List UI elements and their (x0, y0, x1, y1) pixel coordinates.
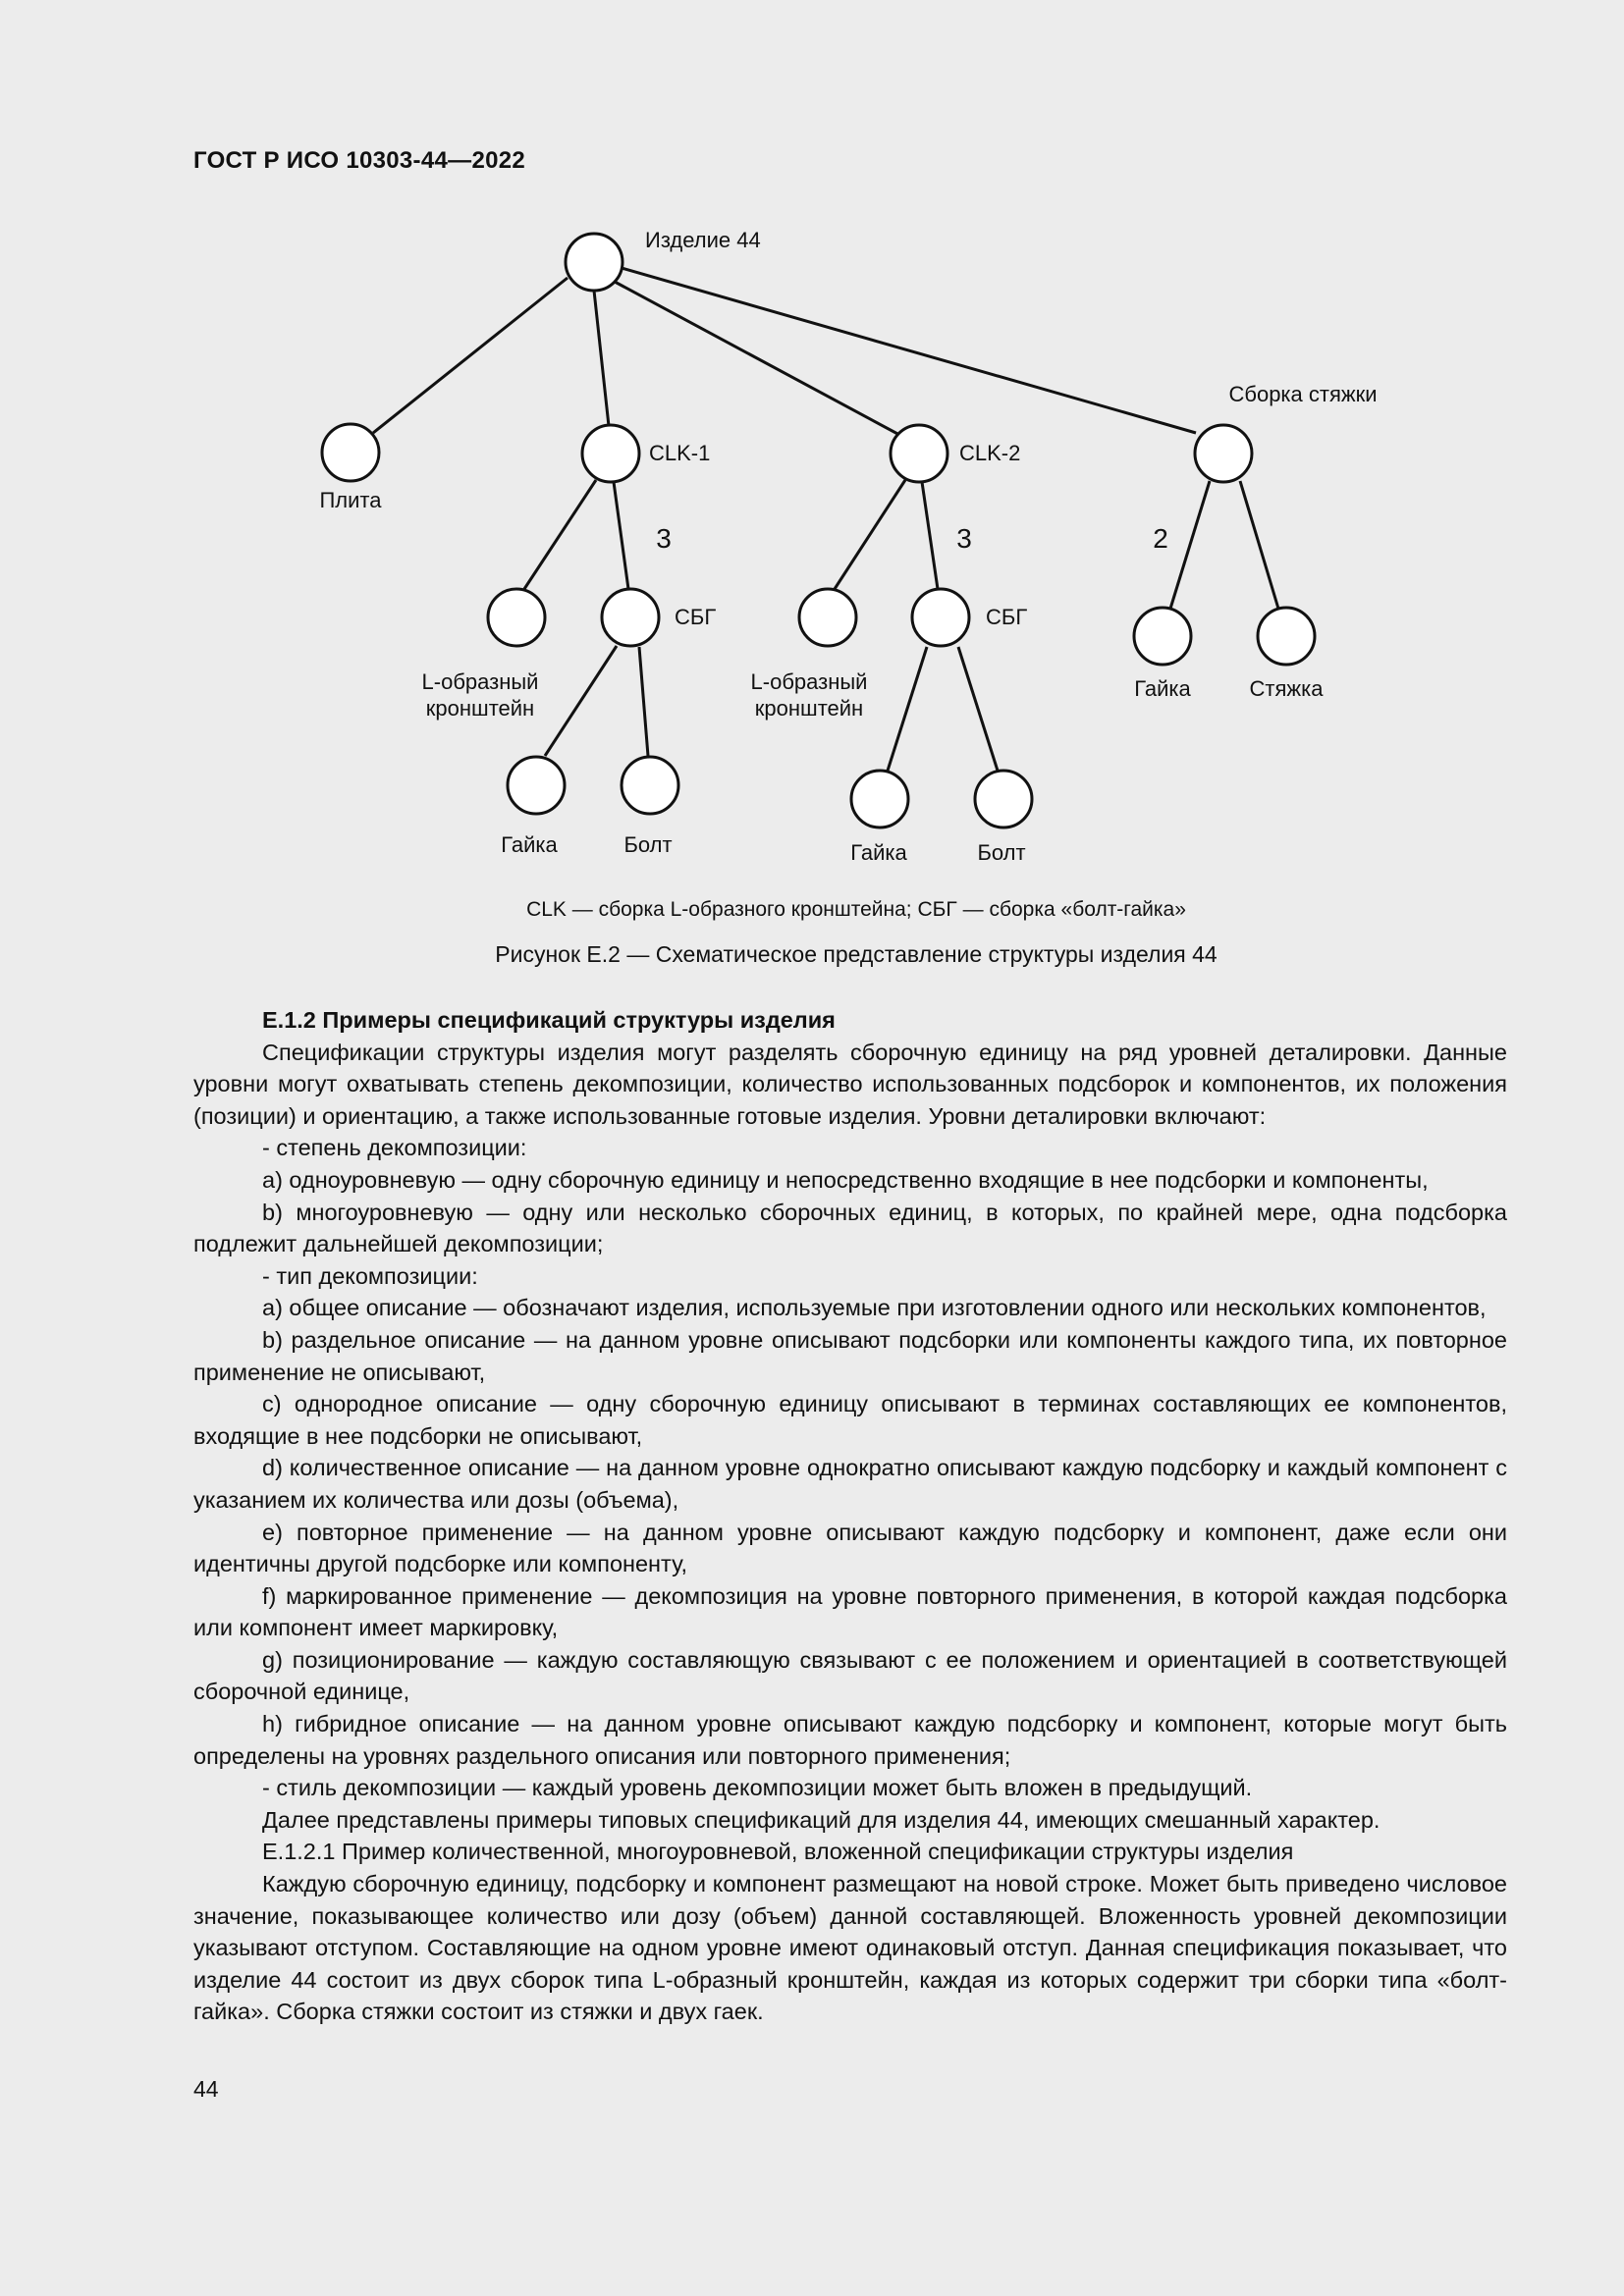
edge-root-clk2 (615, 282, 901, 436)
label-qty-clk2: 3 (956, 523, 972, 554)
list-item: h) гибридное описание — на данном уровне описывают каждую подсборку и компонент, которые могут быть определены на уровнях раздельного описания или повторного применения; (193, 1711, 1507, 1769)
edge-clk2-sbg (922, 482, 938, 589)
label-bracket2-line2: кронштейн (754, 696, 864, 721)
node-sbg1-bolt (622, 757, 678, 814)
label-tie-rod: Стяжка (1249, 676, 1324, 701)
edge-root-plate (373, 278, 568, 433)
node-sbg2-nut (851, 771, 908, 828)
subsection-heading: Е.1.2.1 Пример количественной, многоуровневой, вложенной спецификации структуры изделия (262, 1839, 1294, 1865)
edge-clk1-bracket (524, 480, 596, 589)
label-plate: Плита (319, 488, 382, 512)
paragraph: Каждую сборочную единицу, подсборку и компонент размещают на новой строке. Может быть приведено числовое значение, показывающее количество или дозу (объем) данной составляющей. Вложенность уровней декомпозиции указывают отступом. Составляющие на одном уровне имеют одинаковый отступ. Данная спецификация показывает, что изделие 44 состоит из двух сборок типа L-образный кронштейн, каждая из которых содержит три сборки типа «болт-гайка». Сборка стяжки состоит из стяжки и двух гаек. (193, 1871, 1507, 2025)
list-item: c) однородное описание — одну сборочную единицу описывают в терминах составляющих ее компонентов, входящие в нее подсборки не описывают, (193, 1391, 1507, 1449)
edge-tie-nut (1170, 481, 1210, 609)
label-clk2: CLK-2 (959, 441, 1021, 465)
edge-root-clk1 (594, 291, 609, 426)
label-qty-clk1: 3 (656, 523, 672, 554)
list-item: d) количественное описание — на данном уровне однократно описывают каждую подсборку и каждый компонент с указанием их количества или дозы (объема), (193, 1455, 1507, 1513)
product-structure-diagram (0, 0, 1624, 883)
label-sbg1: СБГ (675, 605, 717, 629)
node-tie-assembly (1195, 425, 1252, 482)
list-item: e) повторное применение — на данном уровне описывают каждую подсборку и компонент, даже если они идентичны другой подсборке или компоненту, (193, 1519, 1507, 1577)
node-sbg-1 (602, 589, 659, 646)
label-tie-nut: Гайка (1134, 676, 1191, 701)
edge-sbg1-nut (545, 646, 617, 756)
paragraph: Далее представлены примеры типовых спецификаций для изделия 44, имеющих смешанный характер. (262, 1806, 1380, 1833)
list-item: a) общее описание — обозначают изделия, используемые при изготовлении одного или нескольких компонентов, (262, 1295, 1487, 1321)
list-item: b) раздельное описание — на данном уровне описывают подсборки или компоненты каждого типа, их повторное применение не описывают, (193, 1326, 1507, 1385)
node-bracket-1 (488, 589, 545, 646)
node-bracket-2 (799, 589, 856, 646)
edge-sbg2-bolt (958, 647, 998, 771)
edge-sbg1-bolt (639, 647, 648, 756)
page-number: 44 (193, 2076, 219, 2102)
list-item: - стиль декомпозиции — каждый уровень декомпозиции может быть вложен в предыдущий. (262, 1775, 1253, 1801)
edge-clk1-sbg (614, 482, 628, 589)
node-sbg2-bolt (975, 771, 1032, 828)
label-tie-assembly: Сборка стяжки (1228, 382, 1378, 406)
paragraph: Спецификации структуры изделия могут разделять сборочную единицу на ряд уровней деталировки. Данные уровни могут охватывать степень декомпозиции, количество использованных подсборок и компонентов, их положения (позиции) и ориентацию, а также использованные готовые изделия. Уровни деталировки включают: (193, 1039, 1507, 1129)
label-sbg1-bolt: Болт (623, 832, 673, 857)
figure-caption: Рисунок Е.2 — Схематическое представление структуры изделия 44 (495, 941, 1218, 967)
document-header: ГОСТ Р ИСО 10303-44—2022 (193, 147, 526, 174)
edge-sbg2-nut (888, 647, 927, 771)
label-qty-tie: 2 (1153, 523, 1168, 554)
node-root (566, 234, 623, 291)
edge-clk2-bracket (835, 480, 905, 589)
node-sbg-2 (912, 589, 969, 646)
list-item: b) многоуровневую — одну или несколько сборочных единиц, в которых, по крайней мере, одна подсборка подлежит дальнейшей декомпозиции; (193, 1199, 1507, 1257)
label-root: Изделие 44 (645, 228, 761, 252)
list-item: a) одноуровневую — одну сборочную единицу и непосредственно входящие в нее подсборки и компоненты, (262, 1166, 1429, 1193)
list-item: g) позиционирование — каждую составляющую связывают с ее положением и ориентацией в соответствующей сборочной единице, (193, 1646, 1507, 1705)
list-item: f) маркированное применение — декомпозиция на уровне повторного применения, в которой каждая подсборка или компонент имеет маркировку, (193, 1582, 1507, 1641)
section-heading: Е.1.2 Примеры спецификаций структуры изделия (262, 1007, 836, 1033)
figure-legend: CLK — сборка L-образного кронштейна; СБГ — сборка «болт-гайка» (526, 898, 1186, 921)
edge-tie-rod (1240, 481, 1278, 609)
label-sbg2-nut: Гайка (850, 840, 907, 865)
list-item: - тип декомпозиции: (262, 1262, 478, 1289)
node-tie-rod (1258, 608, 1315, 665)
node-sbg1-nut (508, 757, 565, 814)
node-tie-nut (1134, 608, 1191, 665)
label-sbg2-bolt: Болт (977, 840, 1026, 865)
node-clk2 (891, 425, 947, 482)
node-plate (322, 424, 379, 481)
label-bracket2-line1: L-образный (750, 669, 868, 694)
list-item: - степень декомпозиции: (262, 1135, 527, 1161)
label-bracket1-line2: кронштейн (425, 696, 535, 721)
label-bracket1-line1: L-образный (421, 669, 539, 694)
label-clk1: CLK-1 (649, 441, 711, 465)
edge-root-tie (622, 268, 1196, 433)
label-sbg2: СБГ (986, 605, 1028, 629)
section-body (193, 1004, 1507, 2028)
label-sbg1-nut: Гайка (501, 832, 558, 857)
tree-labels (319, 228, 1377, 865)
node-clk1 (582, 425, 639, 482)
